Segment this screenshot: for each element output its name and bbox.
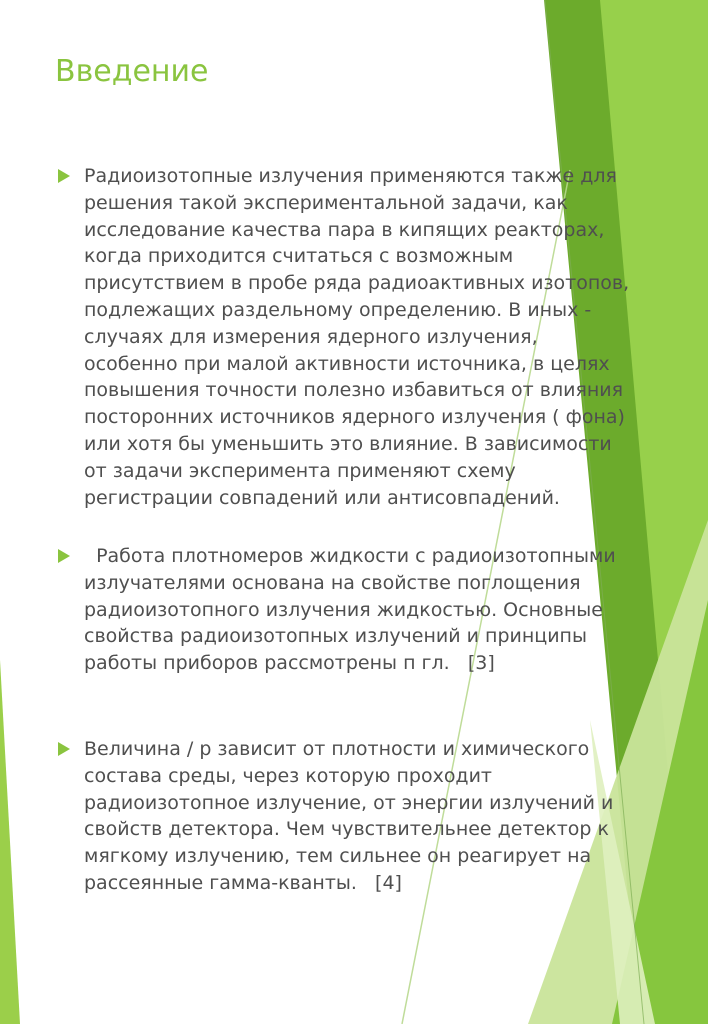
text-line: присутствием в пробе ряда радиоактивных изотопов, bbox=[84, 272, 630, 295]
text-line: Величина / р зависит от плотности и химического bbox=[84, 738, 590, 760]
triangle-bullet-icon bbox=[58, 169, 70, 183]
text-line: работы приборов рассмотрены п гл. [3] bbox=[84, 652, 495, 675]
text-line: особенно при малой активности источника, в целях bbox=[84, 352, 610, 375]
text-line: исследование качества пара в кипящих реакторах, bbox=[84, 218, 605, 241]
text-line: повышения точности полезно избавиться от влияния bbox=[84, 379, 624, 402]
text-line: радиоизотопного излучения жидкостью. Основные bbox=[84, 598, 603, 621]
text-line: решения такой экспериментальной задачи, как bbox=[84, 191, 568, 214]
text-line: мягкому излучению, тем сильнее он реагирует на bbox=[84, 845, 592, 868]
text-line: излучателями основана на свойстве поглощения bbox=[84, 571, 581, 594]
triangle-bullet-icon bbox=[58, 742, 70, 756]
slide-title: Введение bbox=[55, 54, 209, 89]
text-line: Радиоизотопные излучения применяются также для bbox=[84, 165, 617, 187]
text-line: когда приходится считаться с возможным bbox=[84, 245, 514, 268]
text-line: посторонних источников ядерного излучения ( фона) bbox=[84, 406, 625, 429]
bullet-text bbox=[84, 543, 694, 677]
text-line: регистрации совпадений или антисовпадений. bbox=[84, 486, 560, 509]
text-line: радиоизотопное излучение, от энергии излучений и bbox=[84, 791, 614, 814]
text-line: свойств детектора. Чем чувствительнее детектор к bbox=[84, 818, 609, 841]
text-line: Работа плотномеров жидкости с радиоизотопными bbox=[84, 545, 616, 567]
text-line: случаях для измерения ядерного излучения, bbox=[84, 325, 538, 348]
text-line: свойства радиоизотопных излучений и принципы bbox=[84, 625, 587, 648]
triangle-bullet-icon bbox=[58, 549, 70, 563]
text-line: рассеянные гамма-кванты. [4] bbox=[84, 871, 402, 894]
text-line: от задачи эксперимента применяют схему bbox=[84, 459, 516, 482]
bullet-text bbox=[84, 736, 694, 897]
bullet-text bbox=[84, 163, 694, 511]
text-line: состава среды, через которую проходит bbox=[84, 764, 492, 787]
text-line: подлежащих раздельному определению. В иных - bbox=[84, 298, 592, 321]
text-line: или хотя бы уменьшить это влияние. В зависимости bbox=[84, 432, 612, 455]
